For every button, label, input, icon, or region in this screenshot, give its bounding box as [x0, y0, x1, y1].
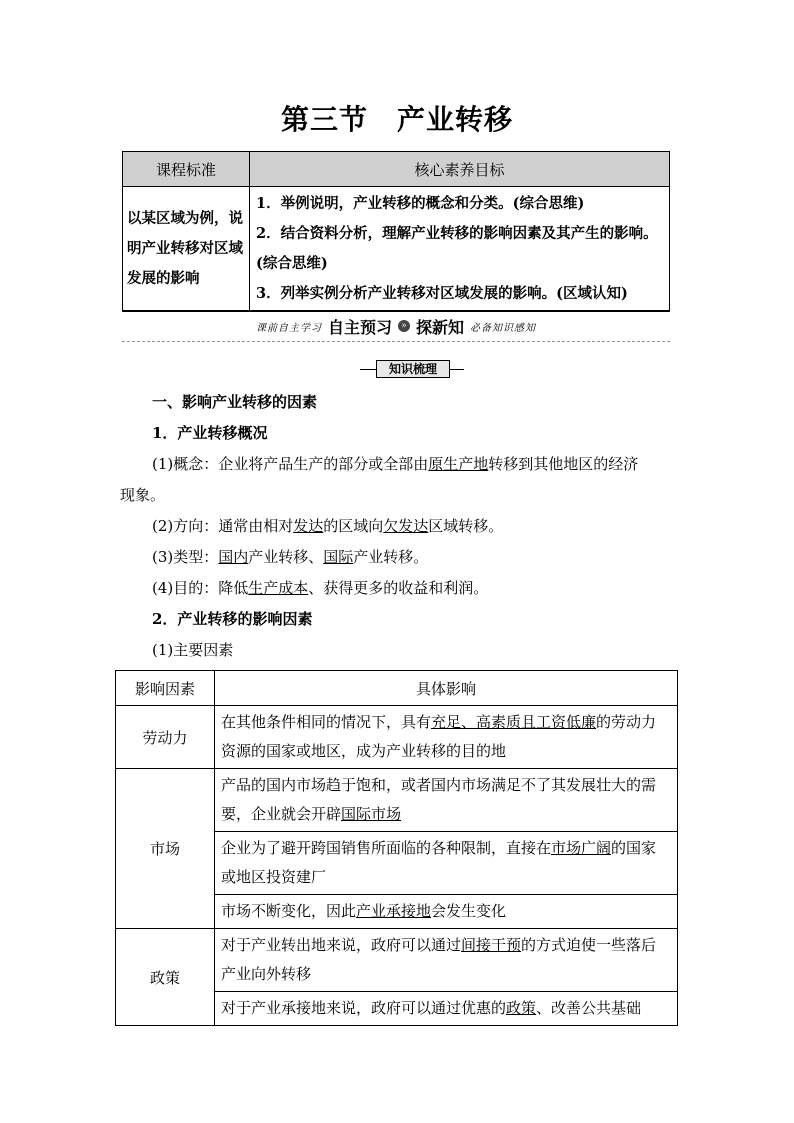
subheading-overview: 1．产业转移概况 [152, 424, 268, 442]
banner-title-1: 自主预习 [327, 317, 392, 337]
divider-line [122, 310, 670, 312]
purpose-line: (4)目的：降低生产成本、获得更多的收益和利润。 [152, 579, 489, 597]
course-standard-text: 以某区域为例，说明产业转移对区域发展的影响 [123, 187, 250, 312]
answer-original-location: 原生产地 [428, 455, 489, 473]
answer-developed: 发达 [293, 517, 324, 535]
banner-left-caption: 课前自主学习 [255, 322, 322, 334]
subheading-factors: 2．产业转移的影响因素 [152, 610, 313, 628]
concept-line-end: 现象。 [120, 486, 166, 504]
policy-impact-2: 对于产业承接地来说，政府可以通过优惠的政策、改善公共基础 [215, 992, 678, 1026]
arrow-icon: » [398, 320, 410, 332]
dashed-divider [122, 341, 670, 342]
col-header-impact: 具体影响 [215, 671, 678, 706]
section-banner [122, 314, 670, 338]
concept-line: (1)概念：企业将产品生产的部分或全部由原生产地转移到其他地区的经济 [152, 455, 639, 473]
goal-item-1: 1．举例说明，产业转移的概念和分类。(综合思维) [256, 195, 585, 212]
col-header-factor: 影响因素 [116, 671, 215, 706]
answer-less-developed: 欠发达 [383, 517, 429, 535]
labor-impact: 在其他条件相同的情况下，具有充足、高素质且工资低廉的劳动力资源的国家或地区，成为产业转移的目的地 [215, 706, 678, 769]
knowledge-label: 知识梳理 [376, 360, 450, 378]
market-impact-2: 企业为了避开跨国销售所面临的各种限制，直接在市场广阔的国家或地区投资建厂 [215, 832, 678, 895]
factor-labor: 劳动力 [116, 706, 215, 769]
answer-international: 国际 [323, 548, 354, 566]
knowledge-label-box [360, 360, 464, 378]
factors-table [115, 670, 678, 1026]
type-line: (3)类型：国内产业转移、国际产业转移。 [152, 548, 429, 566]
page-title: 第三节 产业转移 [280, 103, 513, 136]
market-impact-1: 产品的国内市场趋于饱和，或者国内市场满足不了其发展壮大的需要，企业就会开辟国际市场 [215, 769, 678, 832]
section-heading-1: 一、影响产业转移的因素 [152, 393, 318, 411]
market-impact-3: 市场不断变化，因此产业承接地会发生变化 [215, 895, 678, 929]
goal-item-2: 2．结合资料分析，理解产业转移的影响因素及其产生的影响。(综合思维) [256, 225, 658, 272]
goal-item-3: 3．列举实例分析产业转移对区域发展的影响。(区域认知) [256, 285, 628, 302]
core-goals-list [250, 187, 670, 312]
banner-title-2: 探新知 [416, 317, 465, 337]
header-course-standard: 课程标准 [123, 152, 250, 187]
policy-impact-1: 对于产业转出地来说，政府可以通过间接干预的方式迫使一些落后产业向外转移 [215, 929, 678, 992]
header-core-goals: 核心素养目标 [250, 152, 670, 187]
answer-production-cost: 生产成本 [248, 579, 309, 597]
direction-line: (2)方向：通常由相对发达的区域向欠发达区域转移。 [152, 517, 504, 535]
factor-market: 市场 [116, 769, 215, 929]
course-goals-table [122, 151, 670, 312]
banner-right-caption: 必备知识感知 [470, 322, 537, 334]
answer-domestic: 国内 [218, 548, 249, 566]
factor-policy: 政策 [116, 929, 215, 1026]
main-factors-label: (1)主要因素 [152, 641, 234, 659]
